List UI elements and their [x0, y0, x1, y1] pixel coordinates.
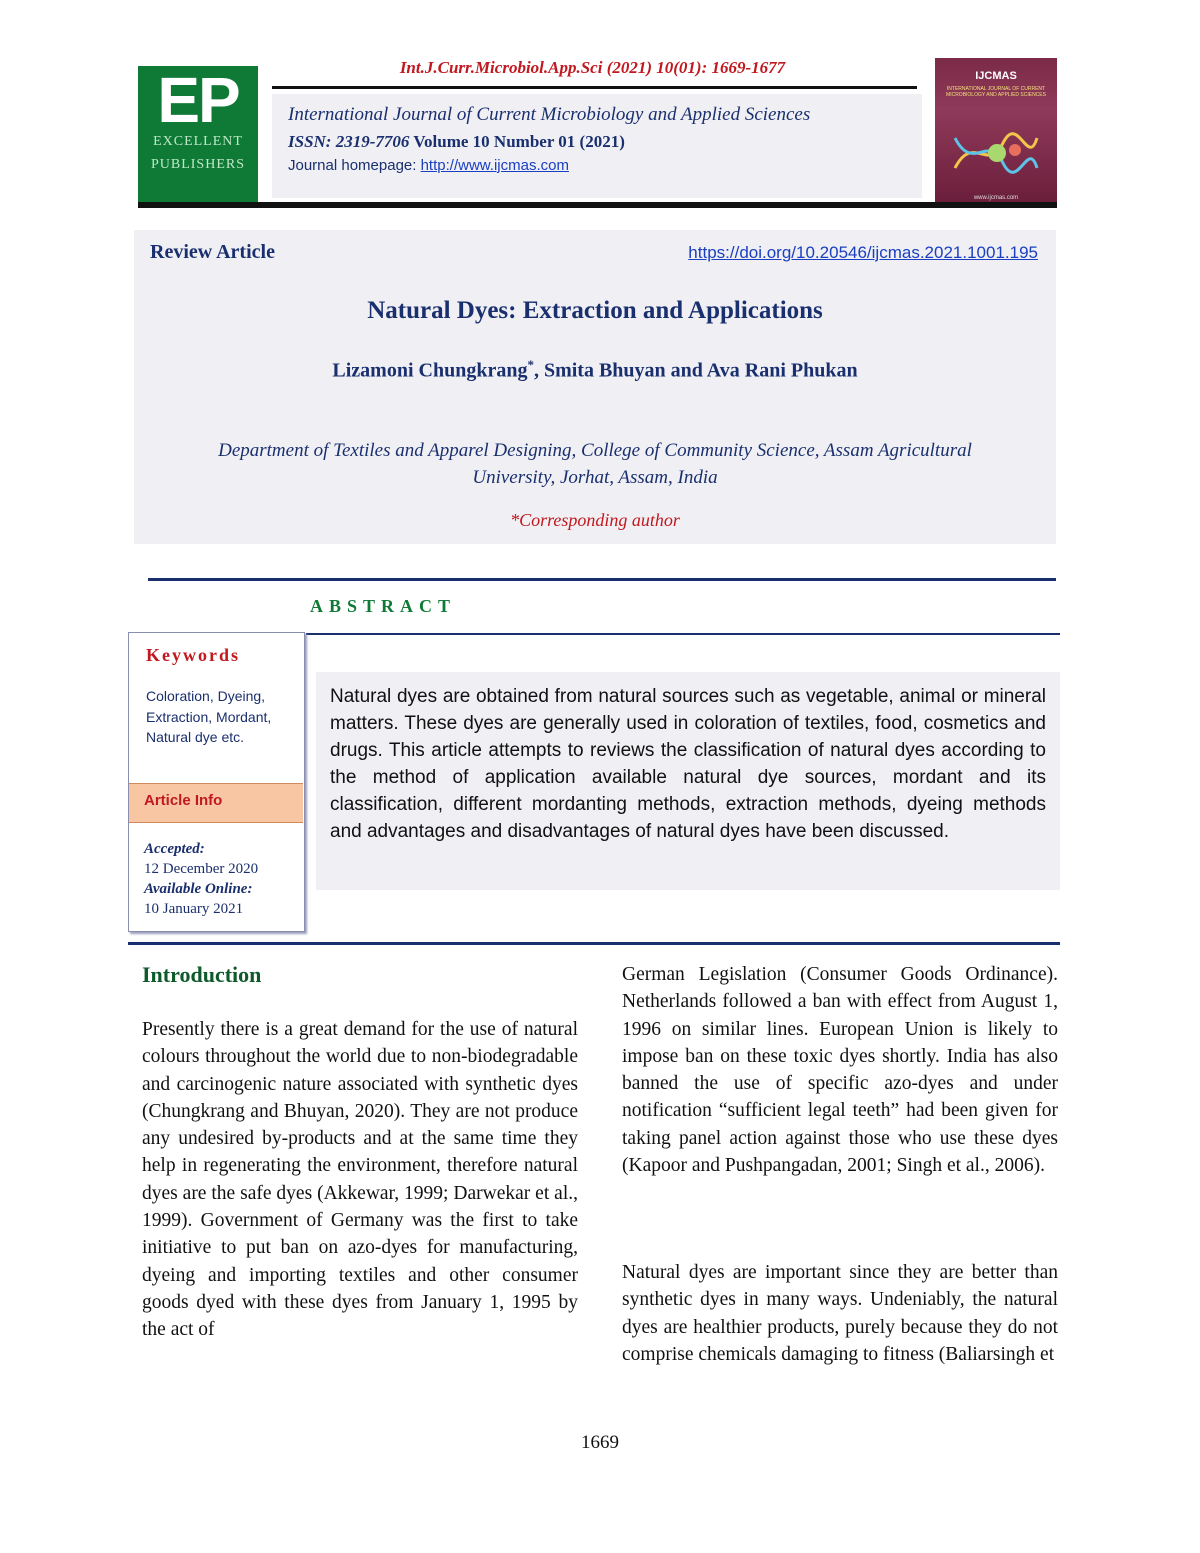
accepted-label: Accepted: [144, 841, 205, 857]
abstract-heading-rule [306, 633, 1060, 635]
cover-dna-graphic [953, 128, 1039, 178]
other-authors: , Smita Bhuyan and Ava Rani Phukan [533, 359, 858, 382]
right-column-para-2 [622, 1259, 1058, 1368]
cover-footer: www.ijcmas.com [973, 195, 1019, 201]
right-column-para-1 [622, 961, 1058, 1179]
left-column [142, 1016, 578, 1344]
header-divider [138, 202, 1057, 208]
abstract-text: Natural dyes are obtained from natural sources such as vegetable, animal or mineral matters. These dyes are generally used in coloration of textiles, food, cosmetics and drugs. This article attempts to reviews the classification of natural dyes according to the method of application available natural dye sources, mordant and its classification, different mordanting methods, extraction methods, dyeing methods and advantages and disadvantages of natural dyes have been discussed. [330, 686, 1046, 842]
first-author: Lizamoni Chungkrang [332, 359, 528, 382]
abstract-bottom-rule [128, 942, 1060, 945]
affiliation: Department of Textiles and Apparel Designing, College of Community Science, Assam Agricultural University, Jorhat, Assam, India [218, 440, 972, 488]
available-label: Available Online: [144, 881, 253, 897]
issn-volume [288, 132, 625, 152]
logo-letters: EP [157, 66, 239, 136]
corresponding-author: *Corresponding author [510, 510, 680, 530]
article-title: Natural Dyes: Extraction and Applications [367, 297, 823, 324]
abstract-heading: ABSTRACT [310, 596, 457, 616]
available-date: 10 January 2021 [144, 901, 244, 917]
article-type: Review Article [150, 241, 275, 263]
citation-divider [272, 86, 917, 89]
accepted-date: 12 December 2020 [144, 861, 259, 877]
page-number: 1669 [581, 1432, 619, 1453]
intro-paragraph-3: Natural dyes are important since they are better than synthetic dyes in many ways. Undeniably, the natural dyes are healthier products, purely because they do not comprise chemicals damaging to fitness (Baliarsingh et [622, 1262, 1058, 1365]
journal-citation: Int.J.Curr.Microbiol.App.Sci (2021) 10(01): 1669-1677 [399, 58, 786, 77]
title-block [134, 230, 1056, 544]
keywords-heading: Keywords [146, 645, 240, 665]
volume-label: Volume 10 Number 01 (2021) [413, 132, 625, 151]
logo-text-line2: PUBLISHERS [150, 157, 246, 172]
doi-link[interactable]: https://doi.org/10.20546/ijcmas.2021.1001.195 [688, 243, 1038, 262]
journal-cover-image [935, 58, 1057, 204]
publisher-logo [138, 66, 258, 203]
abstract-top-rule [148, 578, 1056, 581]
journal-name: International Journal of Current Microbiology and Applied Sciences [288, 104, 811, 125]
introduction-heading: Introduction [142, 962, 262, 987]
homepage-label: Journal homepage: [288, 157, 421, 174]
keywords-list: Coloration, Dyeing, Extraction, Mordant, Natural dye etc. [146, 688, 272, 745]
corresponding-mark: * [527, 357, 534, 372]
journal-homepage [288, 157, 569, 174]
cover-subtitle: INTERNATIONAL JOURNAL OF CURRENT MICROBIOLOGY AND APPLIED SCIENCES [946, 86, 1046, 98]
cover-title: IJCMAS [975, 70, 1017, 82]
logo-text-line1: EXCELLENT [153, 134, 243, 149]
intro-paragraph-2: German Legislation (Consumer Goods Ordinance). Netherlands followed a ban with effect from August 1, 1996 on similar lines. European Union is likely to impose ban on these toxic dyes shortly. India has also banned the use of specific azo-dyes and under notification “sufficient legal teeth” had been given for taking panel action against those who use these dyes (Kapoor and Pushpangadan, 2001; Singh et al., 2006). [622, 964, 1058, 1177]
intro-paragraph-1: Presently there is a great demand for the use of natural colours throughout the world due to non-biodegradable and carcinogenic nature associated with synthetic dyes (Chungkrang and Bhuyan, 2020). They are not produce any undesired by-products and at the same time they help in regenerating the environment, therefore natural dyes are the safe dyes (Akkewar, 1999; Darwekar et al., 1999). Government of Germany was the first to take initiative to put ban on azo-dyes for manufacturing, dyeing and importing textiles and other consumer goods dyed with these dyes from January 1, 1995 by the act of [142, 1019, 578, 1341]
homepage-link[interactable]: http://www.ijcmas.com [420, 157, 569, 174]
article-dates [144, 839, 294, 919]
issn-label: ISSN: 2319-7706 [288, 132, 410, 151]
authors [134, 357, 1056, 383]
article-info-heading: Article Info [144, 792, 223, 809]
